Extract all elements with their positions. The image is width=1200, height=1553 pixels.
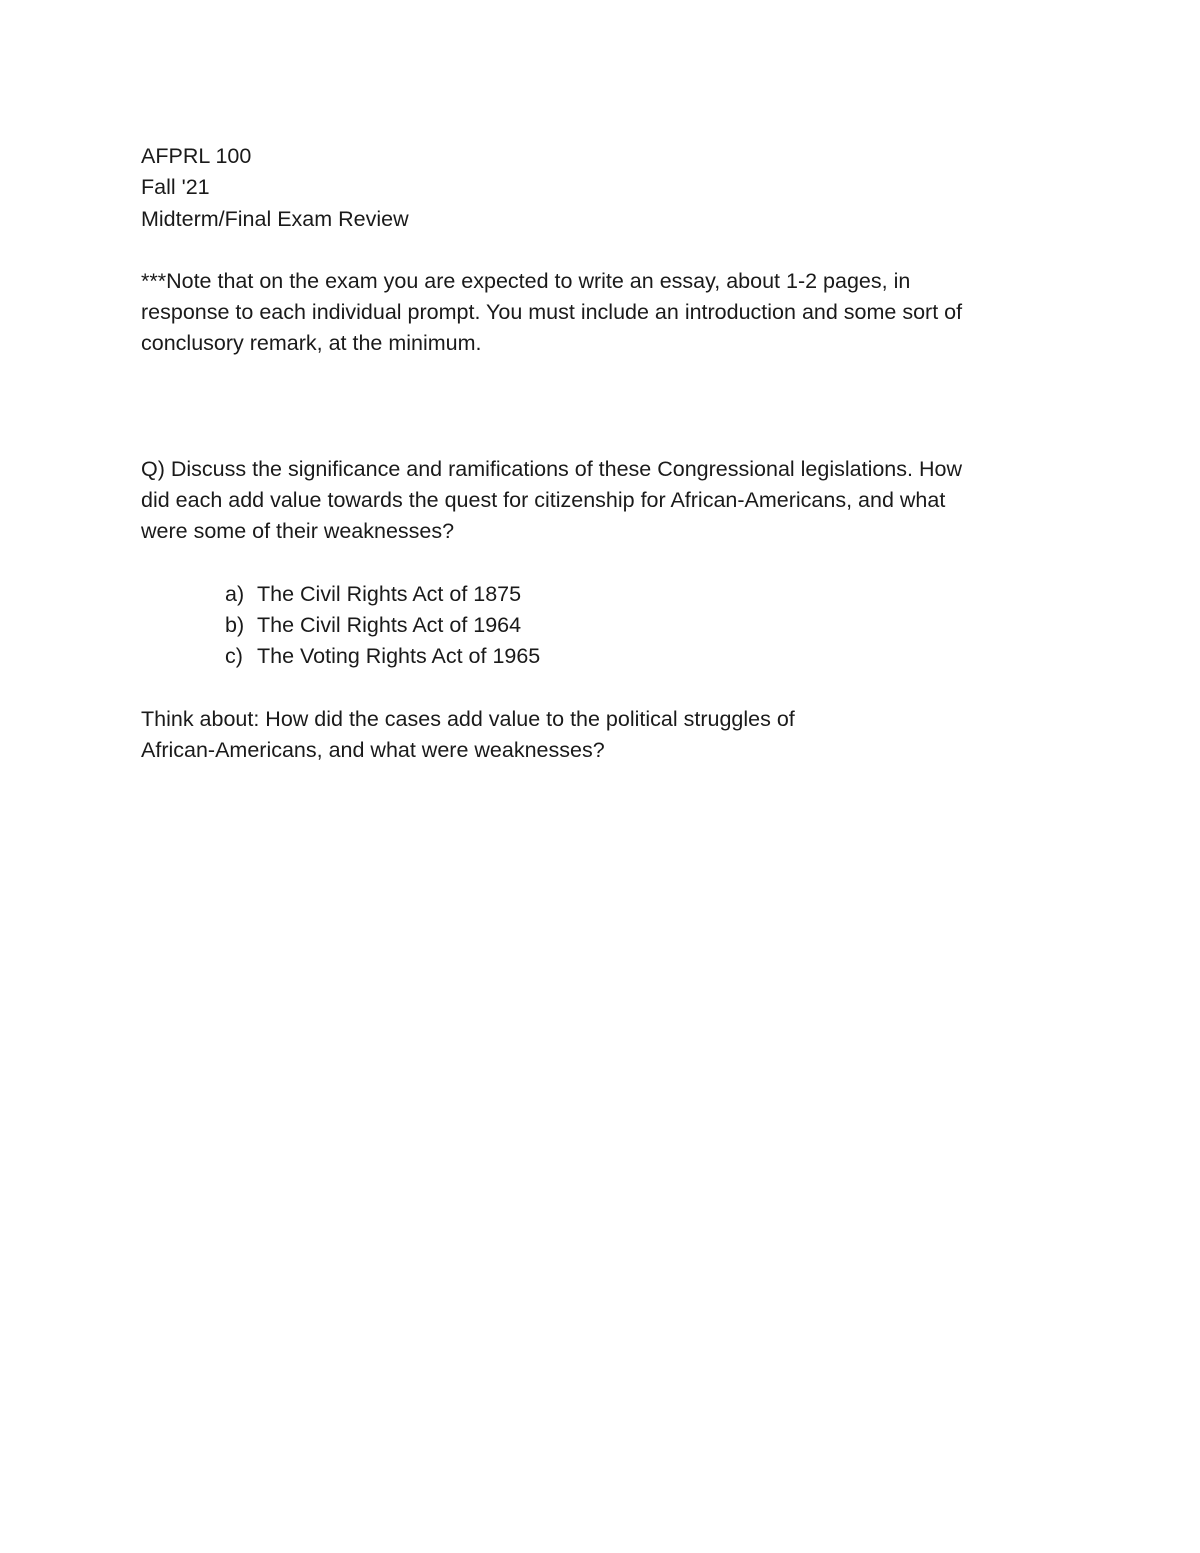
document-header — [141, 141, 1061, 235]
list-item — [225, 579, 1061, 610]
document-title: Midterm/Final Exam Review — [141, 206, 409, 231]
document-content — [141, 141, 1061, 766]
list-marker: a) — [225, 581, 245, 606]
note-line: response to each individual prompt. You must include an introduction and some sort of — [141, 300, 963, 325]
question-line: Q) Discuss the significance and ramifications of these Congressional legislations. How — [141, 456, 962, 481]
question-prompt — [141, 454, 1061, 548]
list-item-text: The Civil Rights Act of 1964 — [257, 612, 522, 637]
list-item-text: The Voting Rights Act of 1965 — [257, 644, 541, 669]
think-about-line: Think about: How did the cases add value to the political struggles of — [141, 706, 795, 731]
course-code: AFPRL 100 — [141, 144, 252, 168]
list-item — [225, 610, 1061, 641]
think-about-line: African-Americans, and what were weaknesses? — [141, 737, 605, 762]
term: Fall '21 — [141, 175, 210, 200]
list-marker: c) — [225, 644, 243, 669]
list-marker: b) — [225, 612, 245, 637]
note-line: ***Note that on the exam you are expected to write an essay, about 1-2 pages, in — [141, 268, 911, 293]
list-item — [225, 641, 1061, 672]
think-about — [141, 704, 1061, 767]
note-line: conclusory remark, at the minimum. — [141, 331, 482, 356]
legislation-list — [141, 579, 1061, 673]
list-item-text: The Civil Rights Act of 1875 — [257, 581, 522, 606]
question-line: did each add value towards the quest for citizenship for African-Americans, and what — [141, 488, 946, 513]
exam-note — [141, 266, 1061, 360]
question-line: were some of their weaknesses? — [141, 519, 455, 544]
